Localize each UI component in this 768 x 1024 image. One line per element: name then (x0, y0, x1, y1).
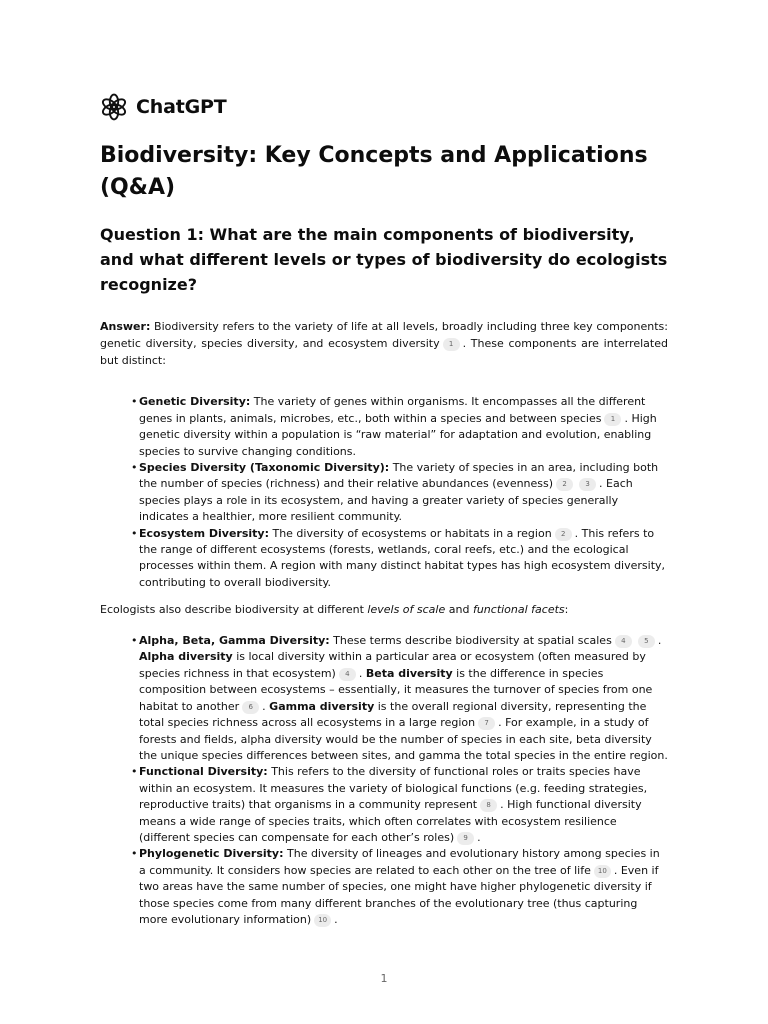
citation-badge[interactable]: 1 (604, 413, 621, 426)
answer-paragraph (100, 319, 668, 369)
citation-badge[interactable]: 6 (242, 701, 259, 714)
emphasis-text: levels of scale (367, 603, 446, 617)
paragraph-text: Ecologists also describe biodiversity at different (100, 603, 368, 617)
term-label: Beta diversity (365, 666, 453, 680)
levels-list (100, 633, 668, 928)
citation-badge[interactable]: 2 (555, 528, 572, 541)
list-item-text: . Even if two areas have the same number of species, one might have higher phylogenetic diversity if those species come from many different branches of the evolutionary tree (thus capturing more evolutionary information) (139, 863, 659, 926)
question-heading: Question 1: What are the main components of biodiversity, and what different levels or types of biodiversity do ecologists recognize? (100, 225, 668, 294)
page-number: 1 (380, 972, 388, 985)
document-title: Biodiversity: Key Concepts and Applications (Q&A) (100, 143, 648, 200)
citation-badge[interactable]: 3 (579, 478, 596, 491)
citation-badge[interactable]: 9 (457, 832, 474, 845)
list-item-text: is the difference in species composition between ecosystems – essentially, it measures the turnover of species from one habitat to another (139, 666, 653, 713)
citation-badge[interactable]: 1 (443, 338, 460, 351)
list-item-text: is local diversity within a particular area or ecosystem (often measured by species richness in that ecosystem) (139, 650, 646, 680)
list-item-genetic-diversity (139, 394, 668, 460)
citation-badge[interactable]: 10 (314, 914, 331, 927)
list-item-text: . (334, 912, 338, 926)
term-label: Ecosystem Diversity: (139, 526, 269, 540)
answer-label: Answer: (100, 320, 151, 333)
brand-header (100, 93, 226, 121)
answer-text: . These components are interrelated but distinct: (100, 336, 668, 367)
list-item-text: is the overall regional diversity, representing the total species richness across all ecosystems in a large region (139, 699, 647, 730)
term-label: Genetic Diversity: (139, 395, 251, 409)
citation-badge[interactable]: 7 (478, 717, 495, 730)
term-label: Phylogenetic Diversity: (139, 847, 284, 861)
list-item-text: The variety of genes within organisms. It encompasses all the different genes in plants, animals, microbes, etc., both within a species and between species (139, 395, 646, 425)
list-item-text: The diversity of lineages and evolutionary history among species in a community. It considers how species are related to each other on the tree of life (139, 847, 660, 877)
list-item-ecosystem-diversity (139, 526, 668, 592)
term-label: Alpha diversity (139, 650, 233, 664)
list-item-text: The variety of species in an area, including both the number of species (richness) and their relative abundances (evenness) (139, 461, 659, 491)
list-item-text: These terms describe biodiversity at spatial scales (329, 634, 612, 648)
list-item-text: . This refers to the range of different ecosystems (forests, wetlands, coral reefs, etc.) and the ecological processes within them. A region with many distinct habitat types has high ecosystem diversity, contributing to overall biodiversity. (139, 526, 666, 589)
citation-badge[interactable]: 4 (615, 635, 632, 648)
citation-badge[interactable]: 5 (638, 635, 655, 648)
document-content (100, 140, 668, 939)
list-item-text: The diversity of ecosystems or habitats in a region (268, 526, 552, 540)
list-item-text: . (477, 830, 481, 844)
list-item-text: . For example, in a study of forests and fields, alpha diversity would be the number of species in each site, beta diversity the unique species differences between sites, and gamma the total species in the entire region. (139, 716, 668, 762)
term-label: Species Diversity (Taxonomic Diversity): (139, 461, 390, 475)
emphasis-text: functional facets (472, 603, 565, 617)
citation-badge[interactable]: 10 (594, 865, 611, 878)
paragraph-text: and (445, 603, 473, 617)
term-label: Alpha, Beta, Gamma Diversity: (139, 634, 330, 648)
levels-intro-paragraph (100, 602, 668, 619)
openai-logo-icon (100, 93, 128, 121)
list-item-text: . (262, 699, 270, 713)
list-item-text: . (358, 666, 366, 680)
list-item-species-diversity (139, 460, 668, 526)
list-item-text: . High genetic diversity within a population is “raw material” for adaptation and evolution, enabling species to survive changing conditions. (139, 411, 657, 458)
brand-name: ChatGPT (136, 96, 227, 118)
list-item-alpha-beta-gamma (139, 633, 668, 764)
term-label: Functional Diversity: (139, 765, 268, 779)
list-item-text: This refers to the diversity of functional roles or traits species have within an ecosystem. It measures the variety of biological functions (e.g. feeding strategies, reproductive traits) that organisms in a community represent (139, 765, 648, 812)
list-item-text: . (657, 634, 662, 648)
components-list (100, 394, 668, 591)
list-item-text: . High functional diversity means a wide range of species traits, which often correlates with ecosystem resilience (different species can compensate for each other’s roles) (139, 798, 642, 844)
answer-text: Biodiversity refers to the variety of life at all levels, broadly including three key components: genetic diversity, species diversity, and ecosystem diversity (100, 320, 668, 350)
list-item-text: . Each species plays a role in its ecosystem, and having a greater variety of species generally indicates a healthier, more resilient community. (139, 477, 633, 524)
citation-badge[interactable]: 8 (480, 799, 497, 812)
term-label: Gamma diversity (269, 699, 375, 713)
list-item-phylogenetic-diversity (139, 846, 668, 928)
paragraph-text: : (564, 603, 569, 617)
citation-badge[interactable]: 2 (556, 478, 573, 491)
citation-badge[interactable]: 4 (339, 668, 356, 681)
list-item-functional-diversity (139, 764, 668, 846)
